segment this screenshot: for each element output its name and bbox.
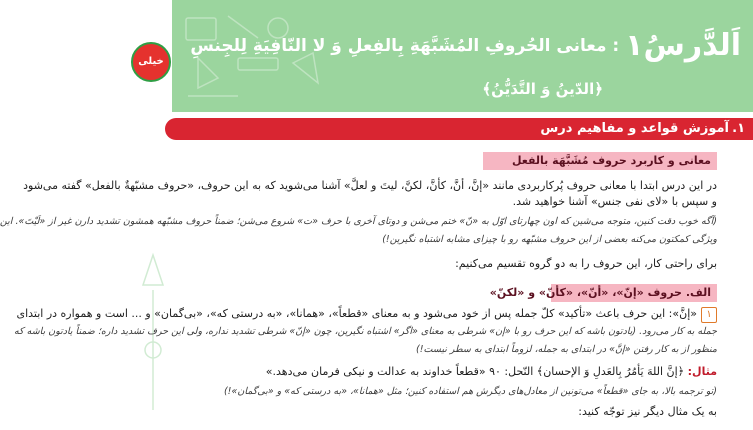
lesson-word: اَلدَّرسُ [643,28,741,63]
item-line [16,306,717,323]
subsection-tag: معانی و کاربرد حروف مُشَبَّهَة بالفعل [483,152,717,170]
lesson-number: ۱ [625,28,644,63]
section-title: آموزش قواعد و مفاهیم درس [540,121,729,136]
item-note: منظور از به کار رفتن «إنَّ» در ابتدای به جمله، لزوماً ابتدای به سطر نیست!) [416,344,717,355]
example-text: ﴿إنَّ اللهَ یَأمُرُ بِالعَدلِ وَ الإحسان﴾ النّحل: ۹۰ «قطعاً خداوند به عدالت و نیکی فرمان می‌دهد.» [265,365,685,378]
paragraph-note: (آگه خوب دقت کنین، متوجه می‌شین که اون چهارتای اوّل به «نّ» ختم می‌شن و دوتای آخری با حرف «ت» شروع می‌شن؛ ضمناً حروف مشبّهه همشون تشدید دارن غیر از «لَیْتَ». این [0,216,717,227]
section-number: ۱. [732,121,745,136]
lesson-title [190,28,741,63]
subsection-tag-group-a: الف. حروف «إنّ»، «أنّ»، «کأنّ» و «لکنّ» [551,284,717,302]
publisher-logo: خیلی سبز [131,42,171,82]
paragraph-line: برای راحتی کار، این حروف را به دو گروه تقسیم می‌کنیم: [455,257,717,270]
lesson-subtitle: ﴿الدّینُ وَ التَّدَیُّنُ﴾ [482,80,603,98]
paragraph-note: ویژگی کمکتون می‌کنه بعضی از این حروف مشبّهه رو با چیزای مشابه اشتباه نگیرین!) [382,234,717,245]
example-followup: به یک مثال دیگر نیز توجّه کنید: [578,405,717,418]
example-label: مثال: [687,365,717,378]
paragraph-line: در این درس ابتدا با معانی حروف پُرکاربردی مانند «إنَّ، أنَّ، کأنَّ، لکنَّ، لیتَ و لعلَّ» آشنا می‌شوید که به این حروف، «حروف مشبّهةٌ بالفعل» گفته می‌شود [23,179,717,192]
paragraph-line: و سپس با «لای نفی جنس» آشنا خواهید شد. [512,195,717,208]
lesson-header [172,0,753,112]
item-note: جمله به کار می‌رود. (یادتون باشه که این حرف رو با «إن» شرطی به معنای «اگر» اشتباه نگیرین، چون «إنّ» شرطی تشدید نداره، ولی این حرف تشدید داره؛ ضمناً یادتون باشه که [13,326,717,337]
item-text: «إنَّ»: این حرف باعث «تأکید» کلّ جمله پس از خود می‌شود و به معنای «قطعاً»، «همانا»، «به درستی که»، «بی‌گمان» و ... است و همواره در ابتدای [16,307,697,320]
example-line [169,364,717,380]
section-heading-bar [165,118,753,140]
example-note: (تو ترجمه بالا، به جای «قطعاً» می‌تونین از معادل‌های دیگرش هم استفاده کنین؛ مثل «همانا»، «به درستی که» و «بی‌گمان»!) [223,386,717,397]
item-number-badge: ۱ [701,307,717,323]
lesson-title-text: : معانی الحُروفِ المُشَبَّهَةِ بِالفِعلِ وَ لا النّافِیَةِ لِلجِنسِ [190,36,620,56]
